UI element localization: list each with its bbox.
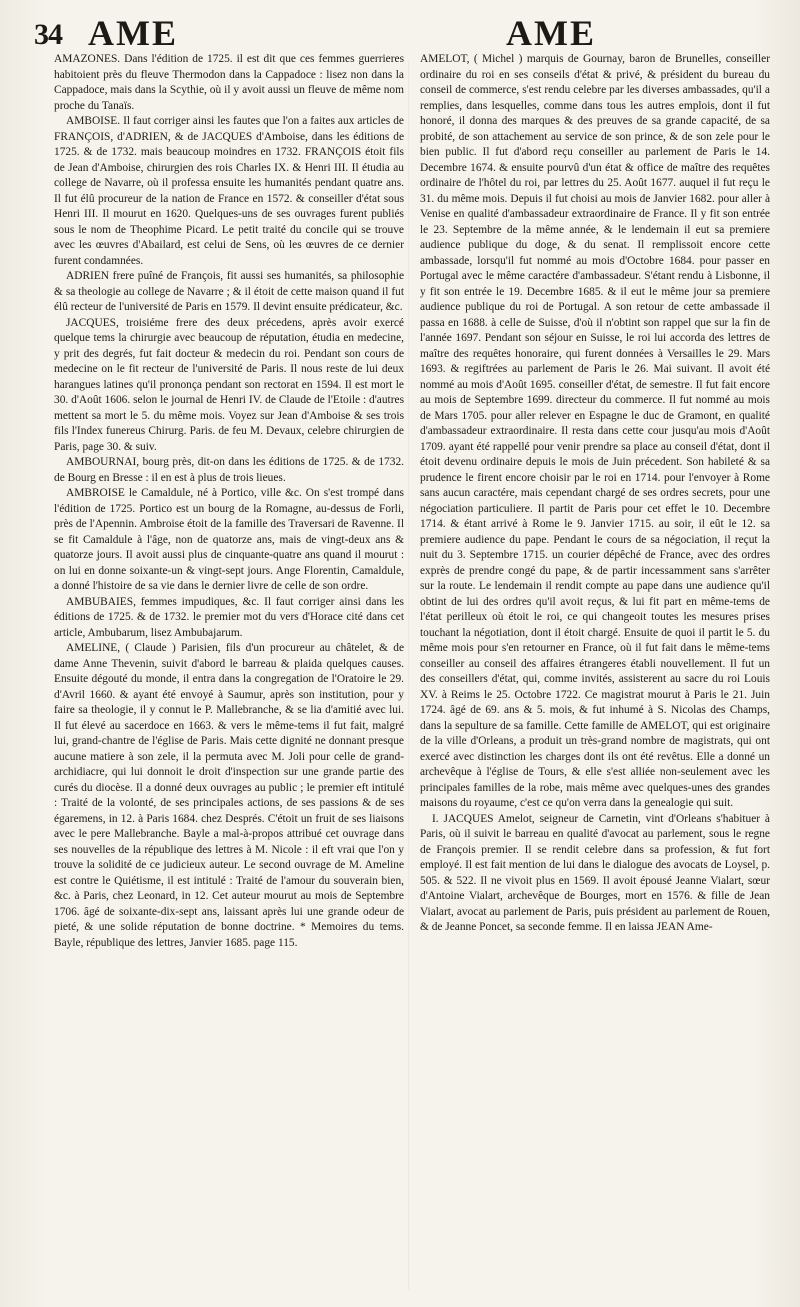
left-column bbox=[54, 52, 404, 1302]
entry-ameline: AMELINE, ( Claude ) Parisien, fils d'un procureur au châtelet, & de dame Anne Thevenin, suivit d'abord le barreau & plaida quelques causes. Ensuite dégouté du monde, il entra dans la congregation de l'Oratoire le 29. d'Avril 1660. & ayant été envoyé à Saumur, après son institution, pour y faire sa theologie, il y connut le P. Mallebranche, & se lia d'amitié avec lui. Il fut élevé au sacerdoce en 1663. & vers le même-tems il fut fait, malgré lui, grand-chantre de l'église de Paris. Mais cette dignité ne donnant presque aucune matiere à son zele, il la permuta avec M. Joli pour celle de grand-archidiacre, qui lui donnoit le droit d'inspection sur une grande partie des curés du diocèse. Il a donné deux ouvrages au public ; le premier eft intitulé : Traité de la volonté, de ses principales actions, de ses passions & de ses égaremens, in 12. à Paris 1684. chez Després. C'étoit un fruit de ses liaisons avec le pere Mallebranche. Bayle a mal-à-propos attribué cet ouvrage dans ses nouvelles de la république des lettres à M. Nicole : il eft vrai que l'on y trouve la solidité de ce judicieux auteur. Le second ouvrage de M. Ameline est contre le Quiétisme, il est intitulé : Traité de l'amour du souverain bien, &c. à Paris, chez Leonard, in 12. Cet auteur mourut au mois de Septembre 1706. âgé de soixante-dix-sept ans, laissant après lui une grande odeur de pieté, & une solide réputation de bonne doctrine. * Memoires du tems. Bayle, république des lettres, Janvier 1685. page 115. bbox=[54, 642, 404, 949]
entry-amelot: AMELOT, ( Michel ) marquis de Gournay, baron de Brunelles, conseiller ordinaire du roi en ses conseils d'état & privé, & président du bureau du conseil de commerce, s'est rendu celebre par les diverses ambassades, qu'il a remplies, dans lesquelles, comme dans tous les autres emplois, dont il fut honoré, il donna des marques & des preuves de sa grande capacité, de sa probité, de son attachement au service de son prince, & de son zele pour le bien public. Il fut d'abord reçu conseiller au parlement de Paris le 14. Decembre 1674. & ensuite pourvû d'un état & office de maître des requêtes ordinaire de l'hôtel du roi, par lettres du 25. Août 1677. auquel il fut reçu le 31. du même mois. Depuis il fut choisi au mois de Janvier 1682. pour aller à Venise en qualité d'ambassadeur extraordinaire de France. Il y fit son entrée le 23. Septembre de la même année, & le lendemain il eut sa premiere audience publique du doge, & du senat. Il remplissoit encore cette ambassade, lorsqu'il fut nommé au mois d'Octobre 1684. pour passer en Portugal avec le même caractére d'ambassadeur. S'étant rendu à Lisbonne, il y fit son entrée le 19. Decembre 1685. & il eut le même jour sa premiere audience publique du roi de Portugal. A son retour de cette ambassade il passa en 1688. à celle de Suisse, d'où il n'obtint son rappel que sur la fin de l'année 1697. Pendant son séjour en Suisse, le roi lui accorda des lettres de maître des requêtes honoraire, qui furent données à Versailles le 29. Mars 1693. & regiftrées au parlement de Paris le 26. Mai suivant. Il avoit été nommé au mois d'Août 1695. conseiller d'état, de semestre. Il fut fait encore au mois de Septembre 1699. directeur du commerce. Il fut nommé au mois de Mars 1705. pour aller relever en Espagne le duc de Gramont, en qualité d'ambassadeur extraordinaire. Il resta dans cette cour jusqu'au mois d'Août 1709. ayant été rappellé pour venir prendre sa place au conseil d'état, dont il étoit devenu ordinaire depuis le mois de Juin précedent. Son habileté & sa prudence le firent encore choisir par le roi en 1714. pour l'envoyer à Rome sans aucun caractére, mais cependant chargé de ses ordres secrets, pour une négociation particuliere. Il partit de Paris pour cet effet le 10. Decembre 1714. & étant arrivé à Rome le 9. Janvier 1715. au soir, il eût le 12. sa premiere audience du pape. Pendant le cours de sa négociation, il reçut la nuit du 3. Septembre 1715. un courier dépêché de France, avec des ordres exprès de prendre congé du pape, & de partir incessamment sans s'arrêter sur la route. Le lendemain il rendit compte au pape dans une audience qu'il obtint de lui des ordres qu'il avoit reçus, & lui fit part en même-tems de l'état perilleux où étoit le roi, ce qui changeoit toutes les mesures prises touchant la négotiation, dont il étoit chargé. Ensuite de quoi il partit le 5. du même mois pour s'en retourner en France, où il fut fait dans le même-tems conseiller au conseil des affaires étrangeres établi nouvellement. Il fut un des conseillers d'état, qui, comme invités, assisterent au sacre du roi Louis XV. à Reims le 25. Octobre 1722. Ce magistrat mourut à Paris le 21. Juin 1724. âgé de 69. ans & 5. mois, & fut inhumé à S. Nicolas des Champs, dans la sepulture de sa famille. Cette famille de AMELOT, qui est originaire de la ville d'Orleans, a produit un très-grand nombre de magistrats, qui ont exercé avec distinction les charges dont ils ont été revêtus. Elle a donné un archevêque à l'église de Tours, & elle s'est alliée non-seulement avec les principales familles de la robe, mais même avec quelques-unes des grandes maisons du royaume, c'est ce qu'on verra dans la genealogie qui suit. bbox=[420, 53, 770, 809]
entry-amazones: AMAZONES. Dans l'édition de 1725. il est dit que ces femmes guerrieres habitoient près du fleuve Thermodon dans la Cappadoce : lisez non dans la Cappadoce, mais dans la Scythie, où il y avoit aussi un fleuve de même nom proche du Tanaïs. bbox=[54, 53, 404, 112]
column-gutter bbox=[408, 60, 409, 1290]
running-head-left: AME bbox=[88, 13, 178, 53]
right-column bbox=[420, 52, 770, 1302]
entry-ambroise: AMBROISE le Camaldule, né à Portico, ville &c. On s'est trompé dans l'édition de 1725. Portico est un bourg de la Romagne, au-dessus de Forli, près de l'Apennin. Ambroise étoit de la famille des Traversari de Ravenne. Il se fit Camaldule à l'âge, non de quatorze ans, mais de vingt-deux ans & quatorze jours. Il avoit aussi plus de cinquante-quatre ans quand il mourut : on lui en donne soixante-un & vingt-sept jours. Ange Florentin, Camaldule, a donné l'histoire de sa vie dans le dernier livre de celle de son ordre. bbox=[54, 487, 404, 592]
page-number: 34 bbox=[34, 18, 62, 51]
entry-ambubaies: AMBUBAIES, femmes impudiques, &c. Il faut corriger ainsi dans les éditions de 1725. & de 1732. le premier mot du vers d'Horace cité dans cet article, Ambubarum, lisez Ambubajarum. bbox=[54, 595, 404, 639]
page-header bbox=[34, 10, 774, 54]
entry-ambournai: AMBOURNAI, bourg près, dit-on dans les éditions de 1725. & de 1732. de Bourg en Bresse : il en est à plus de trois lieues. bbox=[54, 456, 404, 484]
entry-jacques-amelot: I. JACQUES Amelot, seigneur de Carnetin, vint d'Orleans s'habituer à Paris, où il suivit le barreau en qualité d'avocat au parlement, sous le regne de François premier. Il se rendit celebre dans sa profession, & fut fort employé. Il est fait mention de lui dans le dialogue des avocats de Loysel, p. 505. & 522. Il ne vivoit plus en 1569. Il avoit épousé Jeanne Vialart, sœur d'Antoine Vialart, archevêque de Bourges, mort en 1576. & fille de Jean Vialart, avocat au parlement de Paris, puis président au parlement de Rouen, & de Jeanne Poncet, sa seconde femme. Il en laissa JEAN Ame- bbox=[420, 812, 770, 933]
entry-jacques: JACQUES, troisiéme frere des deux précedens, après avoir exercé quelque tems la chirurgie avec beaucoup de réputation, étudia en medecine, y prit des degrés, fut fait docteur & medecin du roi. Pendant son cours de medecine on le fit recteur de l'université de Paris. Il nous reste de lui deux harangues latines qu'il prononça pendant son rectorat en 1594. Il est mort le 30. d'Août 1606. selon le journal de Henri IV. de Claude de l'Etoile : d'autres mettent sa mort le 5. du même mois. Voyez sur Jean d'Amboise & ses trois fils l'Index funereus Chirurg. Paris. de feu M. Devaux, celebre chirurgien de Paris, page 30. & suiv. bbox=[54, 316, 404, 453]
entry-amboise: AMBOISE. Il faut corriger ainsi les fautes que l'on a faites aux articles de FRANÇOIS, d'ADRIEN, & de JACQUES d'Amboise, dans les éditions de 1725. & de 1732. mais beaucoup moindres en 1732. FRANÇOIS étoit fils de Jean d'Amboise, chirurgien des rois Charles IX. & Henri III. Il étudia au college de Navarre, où il professa ensuite les humanités pendant quatre ans. Il fut élû procureur de la nation de France en 1572. & conseiller d'état sous Henri III. Il mourut en 1620. Quelques-uns de ses ouvrages furent publiés sous le nom de Theophime Picard. Le petit traité du concile qui se trouve avec les œuvres d'Abailard, est celui de Sens, où les œuvres de ce dernier furent condamnées. bbox=[54, 115, 404, 267]
entry-adrien: ADRIEN frere puîné de François, fit aussi ses humanités, sa philosophie & sa theologie au college de Navarre ; & il étoit de cette maison quand il fut élû recteur de l'université de Paris en 1579. Il devint ensuite prédicateur, &c. bbox=[54, 270, 404, 313]
running-head-right: AME bbox=[506, 13, 596, 53]
